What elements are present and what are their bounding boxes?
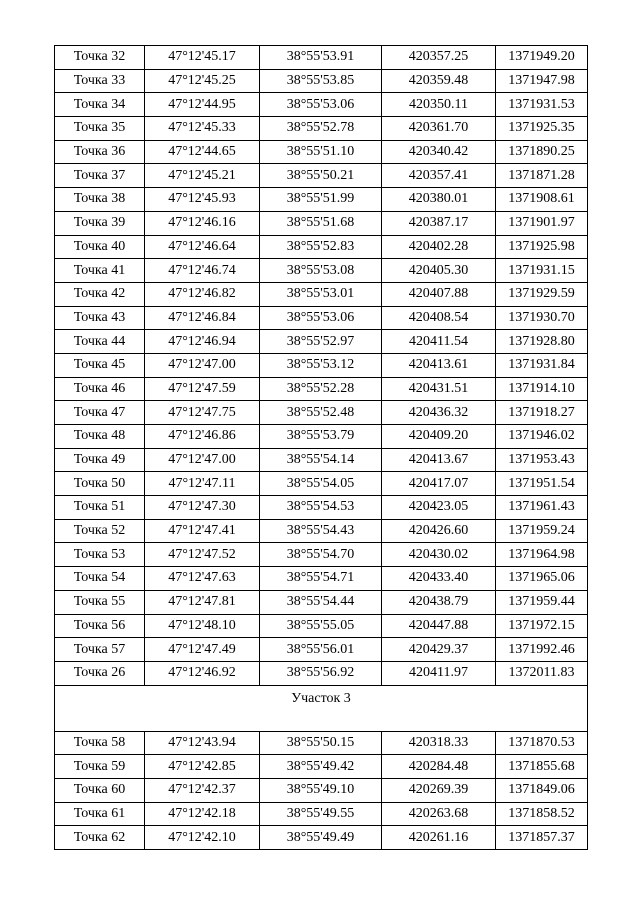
point-name-cell: Точка 38 <box>55 188 145 212</box>
x-coordinate-cell: 420402.28 <box>382 235 496 259</box>
table-row <box>55 731 588 755</box>
x-coordinate-cell: 420411.54 <box>382 330 496 354</box>
latitude-cell: 47°12'46.82 <box>145 282 260 306</box>
y-coordinate-cell: 1371931.84 <box>496 353 588 377</box>
latitude-cell: 47°12'47.11 <box>145 472 260 496</box>
longitude-cell: 38°55'53.01 <box>260 282 382 306</box>
table-row <box>55 330 588 354</box>
point-name-cell: Точка 55 <box>55 590 145 614</box>
point-name-cell: Точка 58 <box>55 731 145 755</box>
point-name-cell: Точка 59 <box>55 755 145 779</box>
point-name-cell: Точка 37 <box>55 164 145 188</box>
latitude-cell: 47°12'44.95 <box>145 93 260 117</box>
y-coordinate-cell: 1371946.02 <box>496 425 588 449</box>
longitude-cell: 38°55'52.48 <box>260 401 382 425</box>
latitude-cell: 47°12'47.41 <box>145 519 260 543</box>
point-name-cell: Точка 62 <box>55 826 145 850</box>
table-row <box>55 69 588 93</box>
y-coordinate-cell: 1371965.06 <box>496 567 588 591</box>
longitude-cell: 38°55'49.10 <box>260 778 382 802</box>
latitude-cell: 47°12'46.84 <box>145 306 260 330</box>
latitude-cell: 47°12'45.33 <box>145 117 260 141</box>
table-row <box>55 755 588 779</box>
y-coordinate-cell: 1372011.83 <box>496 661 588 685</box>
latitude-cell: 47°12'42.18 <box>145 802 260 826</box>
x-coordinate-cell: 420413.67 <box>382 448 496 472</box>
longitude-cell: 38°55'53.91 <box>260 46 382 70</box>
point-name-cell: Точка 36 <box>55 140 145 164</box>
longitude-cell: 38°55'53.06 <box>260 306 382 330</box>
table-row <box>55 425 588 449</box>
latitude-cell: 47°12'46.16 <box>145 211 260 235</box>
table-row <box>55 496 588 520</box>
x-coordinate-cell: 420409.20 <box>382 425 496 449</box>
y-coordinate-cell: 1371929.59 <box>496 282 588 306</box>
point-name-cell: Точка 48 <box>55 425 145 449</box>
point-name-cell: Точка 32 <box>55 46 145 70</box>
y-coordinate-cell: 1371928.80 <box>496 330 588 354</box>
longitude-cell: 38°55'53.79 <box>260 425 382 449</box>
longitude-cell: 38°55'51.99 <box>260 188 382 212</box>
longitude-cell: 38°55'56.92 <box>260 661 382 685</box>
longitude-cell: 38°55'49.49 <box>260 826 382 850</box>
latitude-cell: 47°12'45.25 <box>145 69 260 93</box>
section-title: Участок 3 <box>55 685 588 731</box>
latitude-cell: 47°12'44.65 <box>145 140 260 164</box>
table-row <box>55 117 588 141</box>
y-coordinate-cell: 1371901.97 <box>496 211 588 235</box>
x-coordinate-cell: 420387.17 <box>382 211 496 235</box>
latitude-cell: 47°12'47.59 <box>145 377 260 401</box>
point-name-cell: Точка 60 <box>55 778 145 802</box>
x-coordinate-cell: 420380.01 <box>382 188 496 212</box>
point-name-cell: Точка 57 <box>55 638 145 662</box>
x-coordinate-cell: 420426.60 <box>382 519 496 543</box>
longitude-cell: 38°55'54.43 <box>260 519 382 543</box>
section-header-row <box>55 685 588 731</box>
table-row <box>55 140 588 164</box>
latitude-cell: 47°12'43.94 <box>145 731 260 755</box>
y-coordinate-cell: 1371858.52 <box>496 802 588 826</box>
x-coordinate-cell: 420359.48 <box>382 69 496 93</box>
table-row <box>55 661 588 685</box>
x-coordinate-cell: 420350.11 <box>382 93 496 117</box>
table-row <box>55 778 588 802</box>
point-name-cell: Точка 45 <box>55 353 145 377</box>
y-coordinate-cell: 1371857.37 <box>496 826 588 850</box>
table-row <box>55 188 588 212</box>
table-row <box>55 519 588 543</box>
coordinates-table <box>54 45 588 850</box>
point-name-cell: Точка 49 <box>55 448 145 472</box>
table-row <box>55 614 588 638</box>
coordinates-table-body <box>55 46 588 850</box>
x-coordinate-cell: 420261.16 <box>382 826 496 850</box>
x-coordinate-cell: 420269.39 <box>382 778 496 802</box>
point-name-cell: Точка 42 <box>55 282 145 306</box>
y-coordinate-cell: 1371931.53 <box>496 93 588 117</box>
table-row <box>55 235 588 259</box>
y-coordinate-cell: 1371992.46 <box>496 638 588 662</box>
y-coordinate-cell: 1371947.98 <box>496 69 588 93</box>
x-coordinate-cell: 420284.48 <box>382 755 496 779</box>
x-coordinate-cell: 420433.40 <box>382 567 496 591</box>
y-coordinate-cell: 1371925.35 <box>496 117 588 141</box>
x-coordinate-cell: 420405.30 <box>382 259 496 283</box>
x-coordinate-cell: 420429.37 <box>382 638 496 662</box>
point-name-cell: Точка 51 <box>55 496 145 520</box>
latitude-cell: 47°12'47.00 <box>145 448 260 472</box>
longitude-cell: 38°55'49.55 <box>260 802 382 826</box>
longitude-cell: 38°55'52.78 <box>260 117 382 141</box>
y-coordinate-cell: 1371890.25 <box>496 140 588 164</box>
point-name-cell: Точка 47 <box>55 401 145 425</box>
x-coordinate-cell: 420447.88 <box>382 614 496 638</box>
table-row <box>55 472 588 496</box>
latitude-cell: 47°12'47.00 <box>145 353 260 377</box>
latitude-cell: 47°12'46.94 <box>145 330 260 354</box>
latitude-cell: 47°12'48.10 <box>145 614 260 638</box>
longitude-cell: 38°55'53.85 <box>260 69 382 93</box>
x-coordinate-cell: 420340.42 <box>382 140 496 164</box>
x-coordinate-cell: 420357.41 <box>382 164 496 188</box>
table-row <box>55 802 588 826</box>
latitude-cell: 47°12'47.75 <box>145 401 260 425</box>
latitude-cell: 47°12'45.21 <box>145 164 260 188</box>
x-coordinate-cell: 420417.07 <box>382 472 496 496</box>
y-coordinate-cell: 1371918.27 <box>496 401 588 425</box>
point-name-cell: Точка 61 <box>55 802 145 826</box>
x-coordinate-cell: 420318.33 <box>382 731 496 755</box>
y-coordinate-cell: 1371908.61 <box>496 188 588 212</box>
x-coordinate-cell: 420263.68 <box>382 802 496 826</box>
y-coordinate-cell: 1371972.15 <box>496 614 588 638</box>
x-coordinate-cell: 420438.79 <box>382 590 496 614</box>
x-coordinate-cell: 420431.51 <box>382 377 496 401</box>
table-row <box>55 306 588 330</box>
x-coordinate-cell: 420407.88 <box>382 282 496 306</box>
latitude-cell: 47°12'45.17 <box>145 46 260 70</box>
latitude-cell: 47°12'46.86 <box>145 425 260 449</box>
point-name-cell: Точка 50 <box>55 472 145 496</box>
table-row <box>55 567 588 591</box>
table-row <box>55 543 588 567</box>
y-coordinate-cell: 1371964.98 <box>496 543 588 567</box>
longitude-cell: 38°55'56.01 <box>260 638 382 662</box>
latitude-cell: 47°12'47.52 <box>145 543 260 567</box>
point-name-cell: Точка 33 <box>55 69 145 93</box>
latitude-cell: 47°12'46.74 <box>145 259 260 283</box>
point-name-cell: Точка 26 <box>55 661 145 685</box>
y-coordinate-cell: 1371925.98 <box>496 235 588 259</box>
point-name-cell: Точка 35 <box>55 117 145 141</box>
y-coordinate-cell: 1371870.53 <box>496 731 588 755</box>
latitude-cell: 47°12'46.64 <box>145 235 260 259</box>
y-coordinate-cell: 1371849.06 <box>496 778 588 802</box>
longitude-cell: 38°55'49.42 <box>260 755 382 779</box>
longitude-cell: 38°55'50.21 <box>260 164 382 188</box>
table-row <box>55 282 588 306</box>
longitude-cell: 38°55'54.71 <box>260 567 382 591</box>
longitude-cell: 38°55'53.12 <box>260 353 382 377</box>
table-row <box>55 353 588 377</box>
latitude-cell: 47°12'46.92 <box>145 661 260 685</box>
point-name-cell: Точка 56 <box>55 614 145 638</box>
latitude-cell: 47°12'42.85 <box>145 755 260 779</box>
longitude-cell: 38°55'52.97 <box>260 330 382 354</box>
point-name-cell: Точка 44 <box>55 330 145 354</box>
y-coordinate-cell: 1371961.43 <box>496 496 588 520</box>
point-name-cell: Точка 53 <box>55 543 145 567</box>
longitude-cell: 38°55'50.15 <box>260 731 382 755</box>
longitude-cell: 38°55'54.14 <box>260 448 382 472</box>
latitude-cell: 47°12'47.49 <box>145 638 260 662</box>
table-row <box>55 590 588 614</box>
longitude-cell: 38°55'54.70 <box>260 543 382 567</box>
table-row <box>55 93 588 117</box>
longitude-cell: 38°55'53.08 <box>260 259 382 283</box>
table-row <box>55 377 588 401</box>
latitude-cell: 47°12'45.93 <box>145 188 260 212</box>
point-name-cell: Точка 43 <box>55 306 145 330</box>
table-row <box>55 164 588 188</box>
table-row <box>55 638 588 662</box>
point-name-cell: Точка 41 <box>55 259 145 283</box>
longitude-cell: 38°55'54.53 <box>260 496 382 520</box>
table-row <box>55 211 588 235</box>
latitude-cell: 47°12'47.81 <box>145 590 260 614</box>
longitude-cell: 38°55'51.10 <box>260 140 382 164</box>
point-name-cell: Точка 40 <box>55 235 145 259</box>
y-coordinate-cell: 1371871.28 <box>496 164 588 188</box>
longitude-cell: 38°55'52.83 <box>260 235 382 259</box>
y-coordinate-cell: 1371959.44 <box>496 590 588 614</box>
table-row <box>55 46 588 70</box>
longitude-cell: 38°55'51.68 <box>260 211 382 235</box>
x-coordinate-cell: 420413.61 <box>382 353 496 377</box>
table-row <box>55 401 588 425</box>
x-coordinate-cell: 420408.54 <box>382 306 496 330</box>
latitude-cell: 47°12'47.30 <box>145 496 260 520</box>
y-coordinate-cell: 1371914.10 <box>496 377 588 401</box>
latitude-cell: 47°12'47.63 <box>145 567 260 591</box>
y-coordinate-cell: 1371949.20 <box>496 46 588 70</box>
table-row <box>55 826 588 850</box>
y-coordinate-cell: 1371953.43 <box>496 448 588 472</box>
point-name-cell: Точка 54 <box>55 567 145 591</box>
x-coordinate-cell: 420430.02 <box>382 543 496 567</box>
y-coordinate-cell: 1371959.24 <box>496 519 588 543</box>
longitude-cell: 38°55'55.05 <box>260 614 382 638</box>
longitude-cell: 38°55'53.06 <box>260 93 382 117</box>
longitude-cell: 38°55'52.28 <box>260 377 382 401</box>
x-coordinate-cell: 420423.05 <box>382 496 496 520</box>
longitude-cell: 38°55'54.05 <box>260 472 382 496</box>
x-coordinate-cell: 420361.70 <box>382 117 496 141</box>
x-coordinate-cell: 420436.32 <box>382 401 496 425</box>
y-coordinate-cell: 1371855.68 <box>496 755 588 779</box>
table-row <box>55 259 588 283</box>
latitude-cell: 47°12'42.10 <box>145 826 260 850</box>
longitude-cell: 38°55'54.44 <box>260 590 382 614</box>
y-coordinate-cell: 1371931.15 <box>496 259 588 283</box>
point-name-cell: Точка 39 <box>55 211 145 235</box>
y-coordinate-cell: 1371930.70 <box>496 306 588 330</box>
table-row <box>55 448 588 472</box>
x-coordinate-cell: 420357.25 <box>382 46 496 70</box>
y-coordinate-cell: 1371951.54 <box>496 472 588 496</box>
x-coordinate-cell: 420411.97 <box>382 661 496 685</box>
point-name-cell: Точка 46 <box>55 377 145 401</box>
point-name-cell: Точка 52 <box>55 519 145 543</box>
latitude-cell: 47°12'42.37 <box>145 778 260 802</box>
point-name-cell: Точка 34 <box>55 93 145 117</box>
